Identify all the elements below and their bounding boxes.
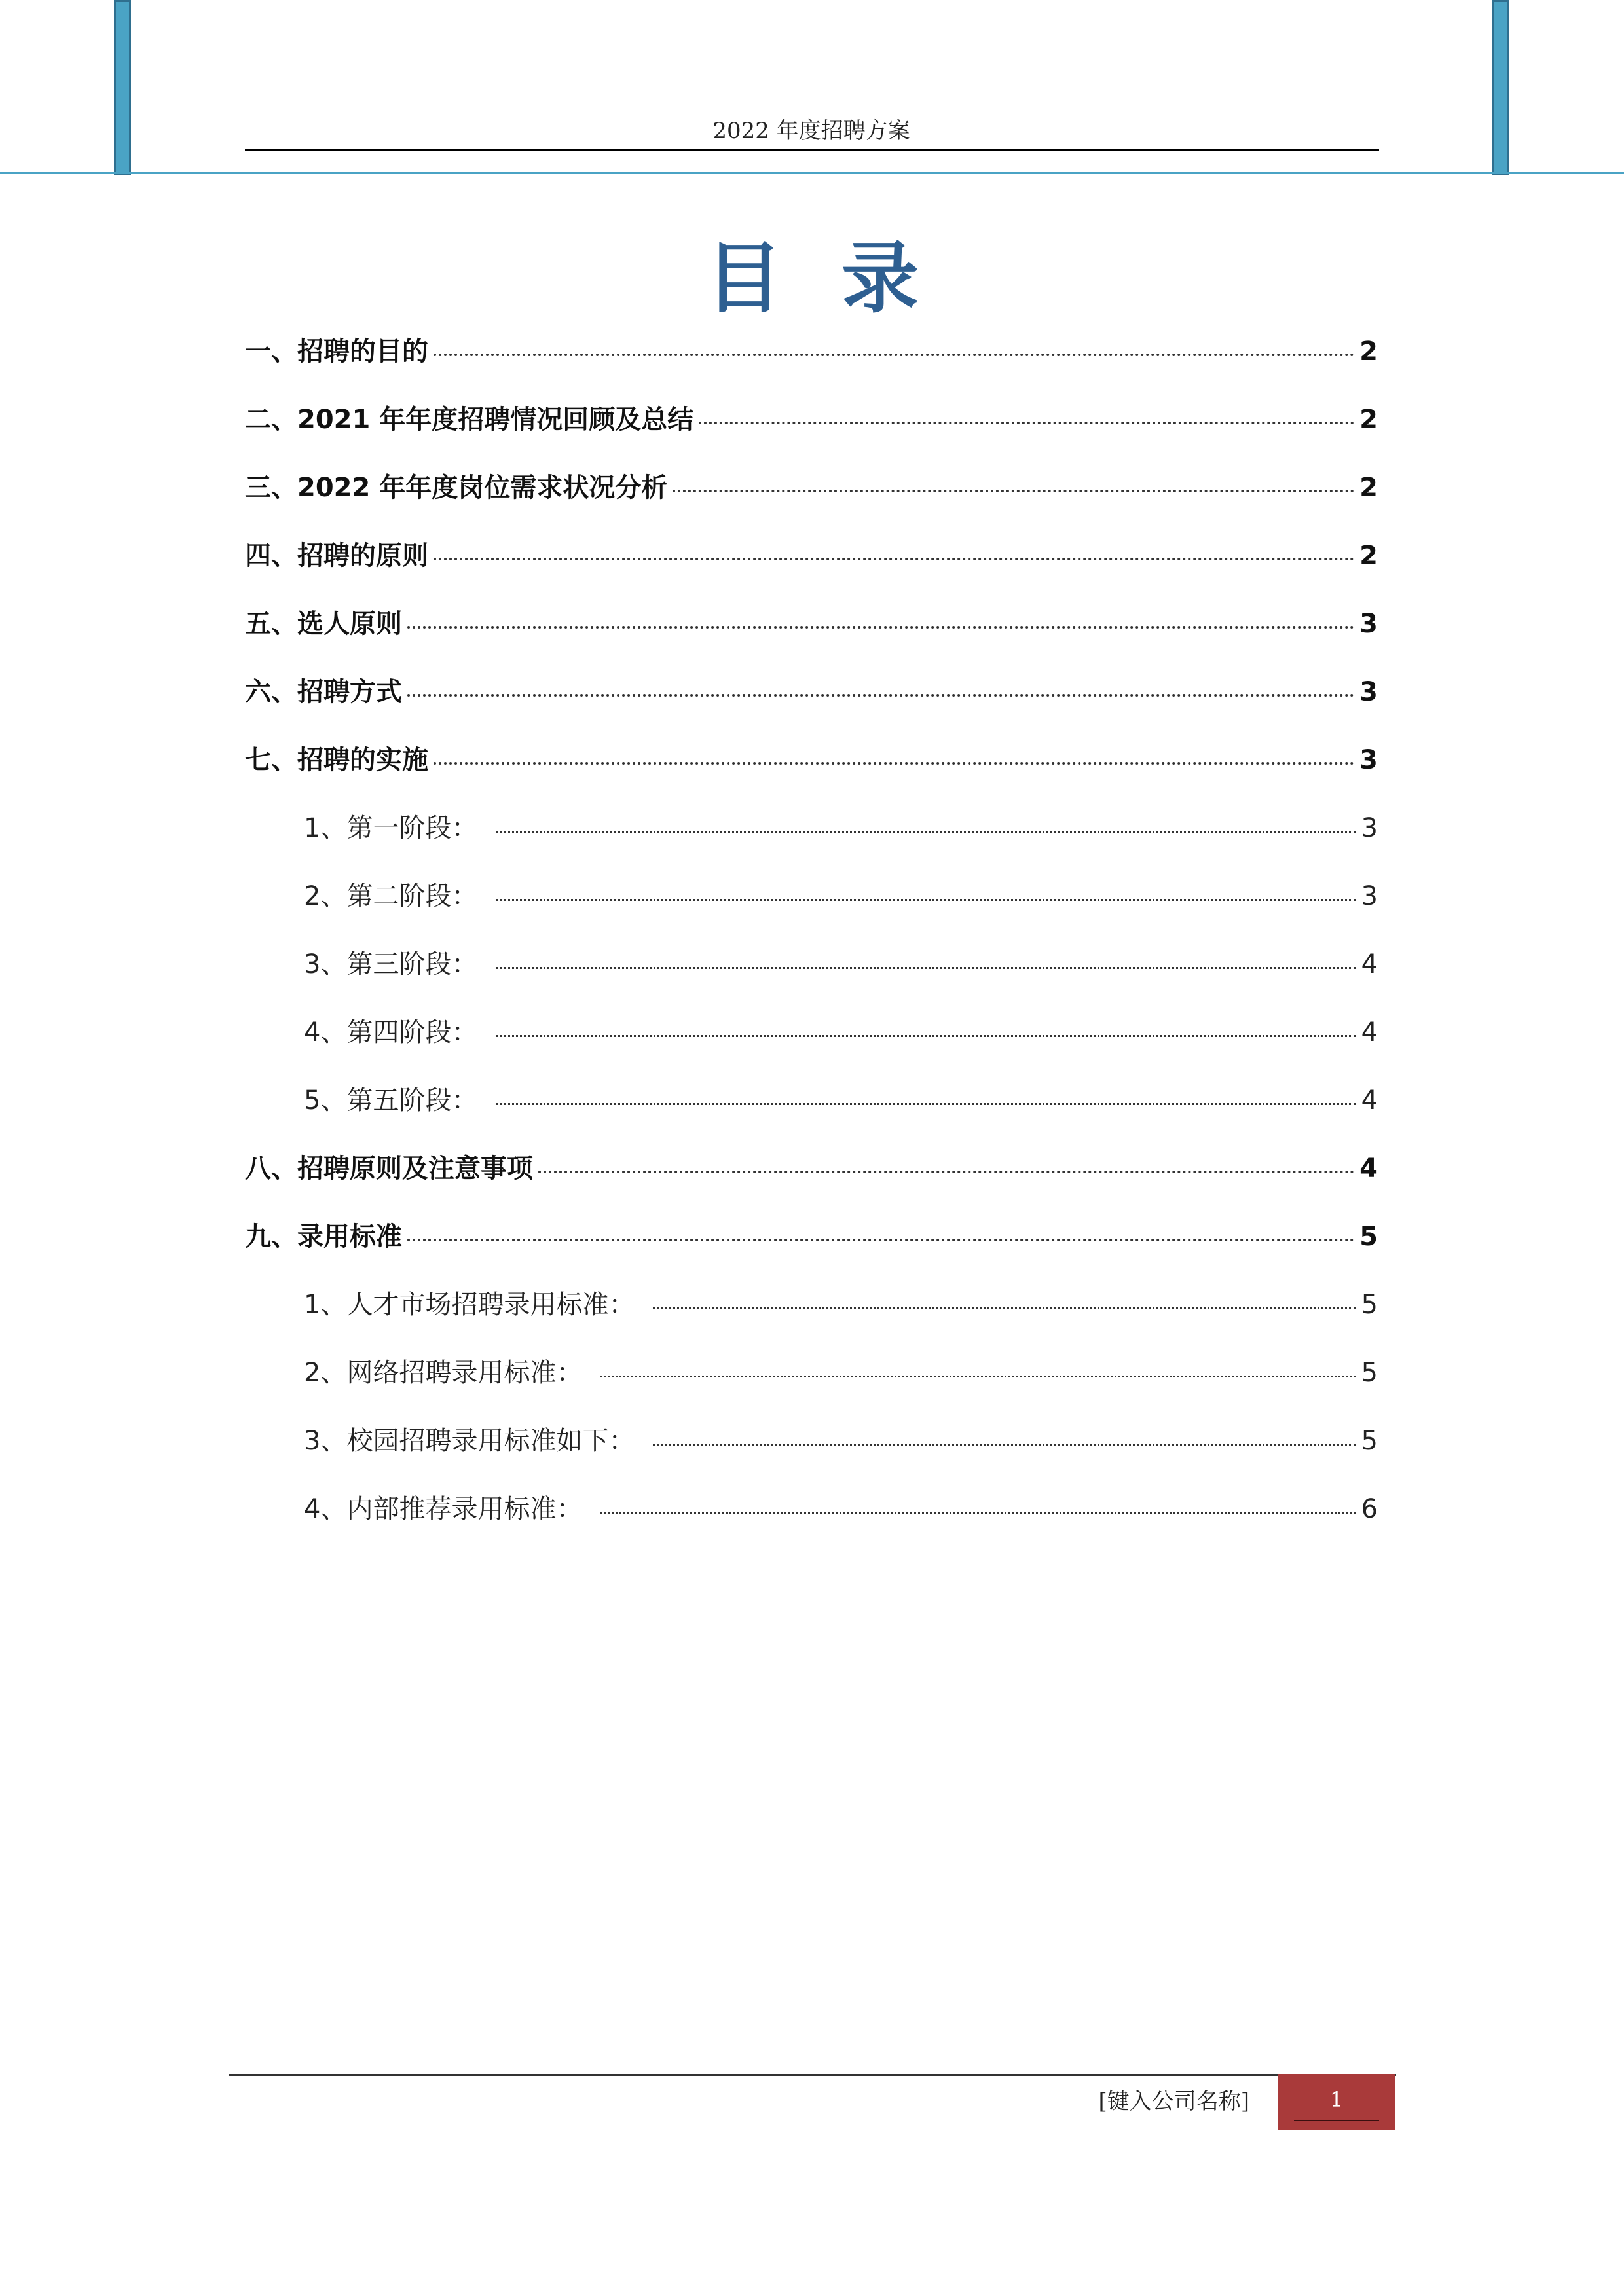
toc-entry[interactable] [245, 1352, 1378, 1420]
toc-leader-dots [496, 831, 1356, 833]
header-title: 2022 年度招聘方案 [712, 118, 910, 144]
toc-entry-page: 2 [1359, 405, 1378, 435]
header-teal-line [0, 172, 1624, 174]
footer-company-name: [键入公司名称] [1098, 2088, 1249, 2115]
toc-entry[interactable] [245, 1488, 1378, 1556]
toc-entry-label: 1、人才市场招聘录用标准： [304, 1290, 635, 1320]
toc-entry[interactable] [245, 1216, 1378, 1284]
toc-entry-page: 5 [1361, 1358, 1378, 1388]
toc-entry-label: 三、2022 年年度岗位需求状况分析 [245, 473, 668, 503]
toc-leader-dots [673, 490, 1354, 492]
toc-entry-label: 1、第一阶段： [304, 813, 478, 843]
toc-entry-page: 2 [1359, 541, 1378, 571]
toc-entry-label: 5、第五阶段： [304, 1085, 478, 1116]
header-left-bar [114, 0, 131, 175]
toc-leader-dots [434, 558, 1354, 560]
toc-entry[interactable] [245, 1420, 1378, 1488]
toc-entry-page: 4 [1361, 1085, 1378, 1116]
toc-entry[interactable] [245, 1148, 1378, 1216]
toc-leader-dots [407, 694, 1354, 697]
toc-entry[interactable] [245, 1080, 1378, 1148]
toc-entry[interactable] [245, 875, 1378, 943]
toc-leader-dots [496, 1103, 1356, 1105]
toc-entry-label: 七、招聘的实施 [245, 745, 428, 775]
toc-leader-dots [496, 1035, 1356, 1037]
toc-entry[interactable] [245, 671, 1378, 739]
toc-entry[interactable] [245, 943, 1378, 1011]
toc-entry-label: 3、第三阶段： [304, 949, 478, 979]
toc-entry-label: 2、第二阶段： [304, 881, 478, 911]
page-number-box [1278, 2074, 1395, 2130]
toc-entry-label: 五、选人原则 [245, 609, 402, 639]
toc-leader-dots [653, 1444, 1356, 1446]
toc-entry-label: 一、招聘的目的 [245, 337, 428, 367]
toc-leader-dots [600, 1376, 1356, 1377]
toc-leader-dots [407, 1239, 1354, 1241]
toc-entry-label: 九、录用标准 [245, 1222, 402, 1252]
toc-entry[interactable] [245, 331, 1378, 399]
header-right-bar [1492, 0, 1509, 175]
toc-leader-dots [434, 762, 1354, 765]
toc-entry-page: 5 [1361, 1426, 1378, 1456]
toc-leader-dots [653, 1307, 1356, 1309]
toc-entry-page: 6 [1361, 1494, 1378, 1524]
toc-entry-page: 4 [1359, 1154, 1378, 1184]
toc-leader-dots [538, 1171, 1354, 1173]
header-rule [245, 149, 1379, 151]
toc-title: 目录 [705, 233, 978, 323]
toc-entry-page: 3 [1361, 881, 1378, 911]
toc-leader-dots [496, 967, 1356, 969]
toc-entry[interactable] [245, 399, 1378, 467]
toc-entry[interactable] [245, 1011, 1378, 1080]
table-of-contents [245, 331, 1378, 1556]
toc-leader-dots [699, 422, 1354, 424]
toc-entry-page: 3 [1359, 609, 1378, 639]
toc-entry-page: 2 [1359, 473, 1378, 503]
toc-leader-dots [434, 354, 1354, 356]
toc-entry[interactable] [245, 467, 1378, 535]
toc-entry-page: 2 [1359, 337, 1378, 367]
toc-entry-label: 二、2021 年年度招聘情况回顾及总结 [245, 405, 694, 435]
page-number: 1 [1329, 2087, 1344, 2112]
toc-entry-label: 八、招聘原则及注意事项 [245, 1154, 533, 1184]
toc-entry-page: 3 [1359, 677, 1378, 707]
footer-rule [229, 2074, 1396, 2076]
toc-entry-page: 5 [1359, 1222, 1378, 1252]
page-number-underline [1294, 2120, 1379, 2121]
toc-entry-page: 4 [1361, 949, 1378, 979]
toc-leader-dots [496, 899, 1356, 901]
toc-leader-dots [407, 626, 1354, 629]
toc-entry[interactable] [245, 807, 1378, 875]
toc-entry-label: 3、校园招聘录用标准如下： [304, 1426, 635, 1456]
toc-entry-page: 4 [1361, 1017, 1378, 1048]
toc-entry[interactable] [245, 739, 1378, 807]
toc-entry[interactable] [245, 535, 1378, 603]
toc-entry-label: 2、网络招聘录用标准： [304, 1358, 583, 1388]
toc-entry-label: 4、内部推荐录用标准： [304, 1494, 583, 1524]
toc-leader-dots [600, 1512, 1356, 1514]
toc-entry-label: 四、招聘的原则 [245, 541, 428, 571]
toc-entry-page: 3 [1361, 813, 1378, 843]
toc-entry[interactable] [245, 603, 1378, 671]
toc-entry-label: 六、招聘方式 [245, 677, 402, 707]
toc-entry-page: 3 [1359, 745, 1378, 775]
toc-entry-page: 5 [1361, 1290, 1378, 1320]
toc-entry[interactable] [245, 1284, 1378, 1352]
toc-entry-label: 4、第四阶段： [304, 1017, 478, 1048]
